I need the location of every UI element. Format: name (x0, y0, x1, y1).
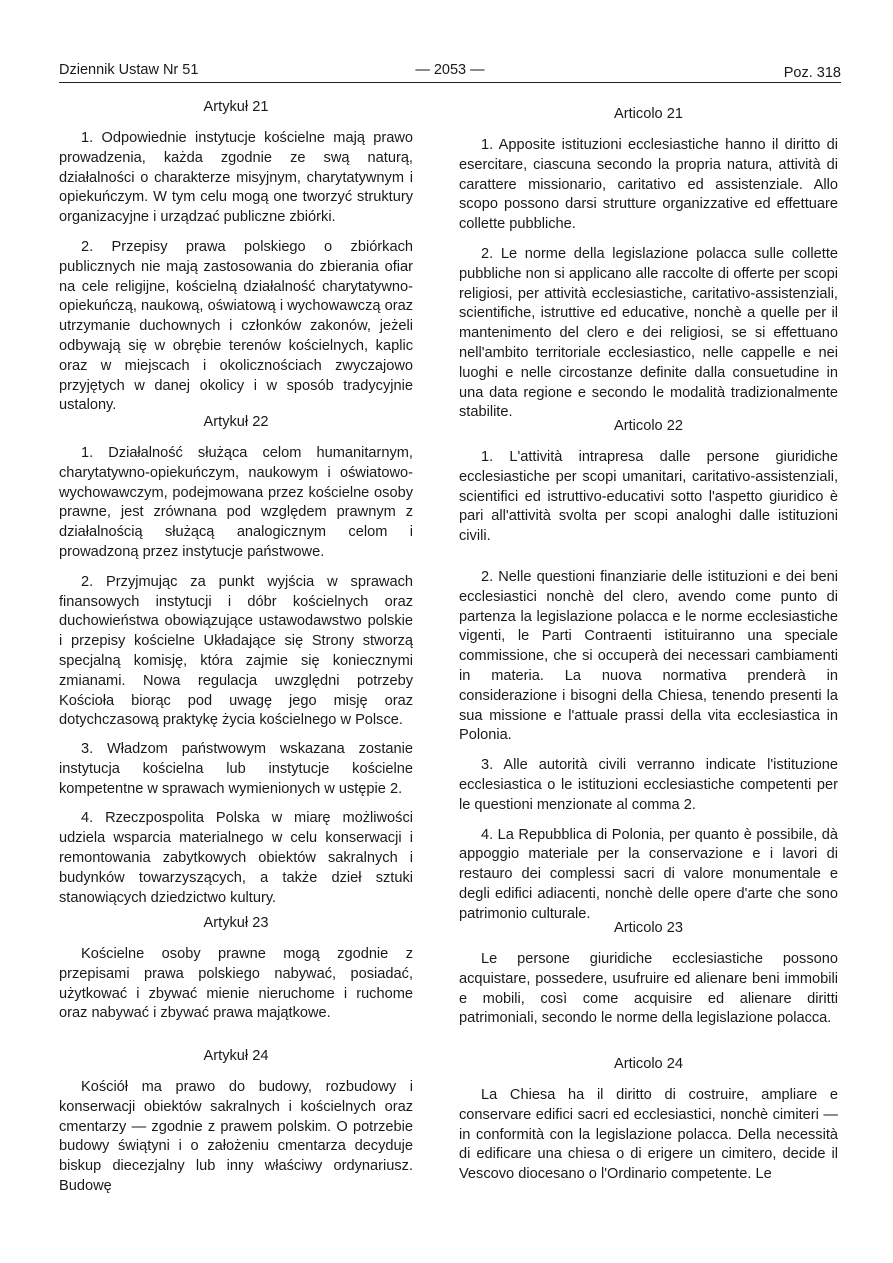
paragraph: 3. Władzom państwowym wskazana zostanie instytucja kościelna lub instytucje kościelne kompetentne w sprawach wymienionych w ustępie 2. (59, 741, 413, 797)
paragraph: 3. Alle autorità civili verranno indicate l'istituzione ecclesiastica o le istituzioni ecclesiastiche competenti per le questioni menzionate al comma 2. (459, 757, 838, 813)
paragraph: 2. Nelle questioni finanziarie delle istituzioni e dei beni ecclesiastici nonchè del clero, avendo come punto di partenza la legislazione polacca e le norme ecclesiastiche vigenti, le Parti Contraenti istituiranno una speciale commissione, che si occuperà dei necessari cambiamenti in materia. La nuova normativa prenderà in considerazione i bisogni della Chiesa, tenendo presenti la sua missione e l'attuale prassi della vita ecclesiastica in Polonia. (459, 569, 838, 744)
article-title: Artykuł 24 (203, 1048, 269, 1064)
paragraph: 4. Rzeczpospolita Polska w miarę możliwości udziela wsparcia materialnego w celu konserwacji i remontowania zabytkowych obiektów sakralnych i budynków towarzyszących, a także dzieł sztuki stanowiących dziedzictwo kultury. (59, 810, 413, 906)
article-title: Articolo 24 (614, 1056, 683, 1072)
article-21-it (459, 104, 838, 423)
article-title: Artykuł 23 (203, 915, 269, 931)
paragraph: Kościół ma prawo do budowy, rozbudowy i konserwacji obiektów sakralnych i kościelnych oraz cmentarzy — zgodnie z prawem polskim. O potrzebie budowy świątyni i o założeniu cmentarza decyduje biskup diecezjalny lub inny właściwy ordynariusz. Budowę (59, 1079, 413, 1194)
article-title: Artykuł 22 (203, 414, 269, 430)
paragraph: 1. Działalność służąca celom humanitarnym, charytatywno-opiekuńczym, naukowym i oświatowo-wychowawczym, podejmowana przez kościelne osoby prawne, jest zrównana pod względem prawnym z działalnością służącą analogicznym celom i prowadzoną przez instytucje państwowe. (59, 445, 413, 560)
article-23-pl (59, 913, 413, 1024)
paragraph: Kościelne osoby prawne mogą zgodnie z przepisami prawa polskiego nabywać, posiadać, użytkować i zbywać mienie nieruchome i ruchome oraz nabywać i zbywać prawa majątkowe. (59, 946, 413, 1022)
paragraph: 2. Przepisy prawa polskiego o zbiórkach publicznych nie mają zastosowania do zbierania ofiar na cele religijne, kościelną działalność charytatywno-opiekuńczą, naukową, oświatową i wychowawczą oraz utrzymanie duchownych i członków zakonów, jeżeli odbywają się w obrębie terenów kościelnych, kaplic oraz w miejscach i okolicznościach zwyczajowo przyjętych w danej okolicy i w sposób tradycyjnie ustalony. (59, 238, 413, 414)
article-title: Artykuł 21 (203, 99, 269, 115)
article-22-pl-cont (59, 740, 413, 908)
journal-name: Dziennik Ustaw Nr 51 (59, 62, 199, 78)
article-23-it (459, 918, 838, 1029)
article-title: Articolo 21 (614, 106, 683, 122)
paragraph: 1. Odpowiednie instytucje kościelne mają prawo prowadzenia, każda zgodnie ze swą naturą, działalności o charakterze misyjnym, charytatywnym i opiekuńczym. W tym celu mogą one tworzyć struktury organizacyjne i urządzać publiczne zbiórki. (59, 130, 413, 226)
article-24-pl (59, 1046, 413, 1197)
article-22-pl (59, 412, 413, 731)
paragraph: 1. L'attività intrapresa dalle persone giuridiche ecclesiastiche per scopi umanitari, caritativo-assistenziali, scientifici ed istruttivo-educativi sotto l'aspetto giuridico è pari all'attività svolta per scopi analoghi dalle istituzioni civili. (459, 449, 838, 545)
page-header (59, 60, 841, 83)
paragraph: 2. Przyjmując za punkt wyjścia w sprawach finansowych instytucji i dóbr kościelnych oraz duchowieństwa obowiązujące ustawodawstwo polskie i przepisy kościelne Układające się Strony stworzą specjalną komisję, która zajmie się koniecznymi zmianami. Nowa regulacja uwzględni potrzeby Kościoła biorąc pod uwagę jego misję oraz dotychczasową praktykę życia kościelnego w Polsce. (59, 573, 413, 729)
article-title: Articolo 22 (614, 418, 683, 434)
article-22-it (459, 416, 838, 547)
paragraph: 1. Apposite istituzioni ecclesiastiche hanno il diritto di esercitare, ciascuna secondo la propria natura, attività di carattere missionario, caritativo ed assistenziale. Allo scopo possono darsi strutture organizzative ed effettuare collette pubbliche. (459, 137, 838, 233)
paragraph: Le persone giuridiche ecclesiastiche possono acquistare, possedere, usufruire ed alienare beni immobili e mobili, così come acquisire ed alienare diritti patrimoniali, secondo le norme della legislazione polacca. (459, 951, 838, 1027)
paragraph: La Chiesa ha il diritto di costruire, ampliare e conservare edifici sacri ed ecclesiastici, nonchè cimiteri — in conformità con la legislazione polacca. Della necessità di edificare una chiesa o di erigere un cimitero, decide il Vescovo diocesano o l'Ordinario competente. Le (459, 1087, 838, 1183)
article-22-it-cont (459, 568, 838, 925)
article-24-it (459, 1054, 838, 1185)
page-number: — 2053 — (415, 62, 485, 78)
position-number: Poz. 318 (783, 65, 841, 81)
article-21-pl (59, 97, 413, 416)
paragraph: 2. Le norme della legislazione polacca sulle collette pubbliche non si applicano alle raccolte di offerte per scopi religiosi, per attività ecclesiastiche, caritativo-assistenziali, scientifiche, istruttive ed educative, nonchè a quelle per il mantenimento del clero e dei religiosi, se si effettuano nell'ambito territoriale ecclesiastico, nelle cappelle e nei luoghi e nelle circostanze definite dalla consuetudine in una data regione e secondo le modalità tradizionalmente stabilite. (459, 245, 838, 421)
paragraph: 4. La Repubblica di Polonia, per quanto è possibile, dà appoggio materiale per la conservazione e i lavori di restauro dei complessi sacri di valore monumentale e degli edifici adiacenti, nonchè delle opere d'arte che sono patrimonio culturale. (459, 826, 838, 922)
article-title: Articolo 23 (614, 920, 683, 936)
